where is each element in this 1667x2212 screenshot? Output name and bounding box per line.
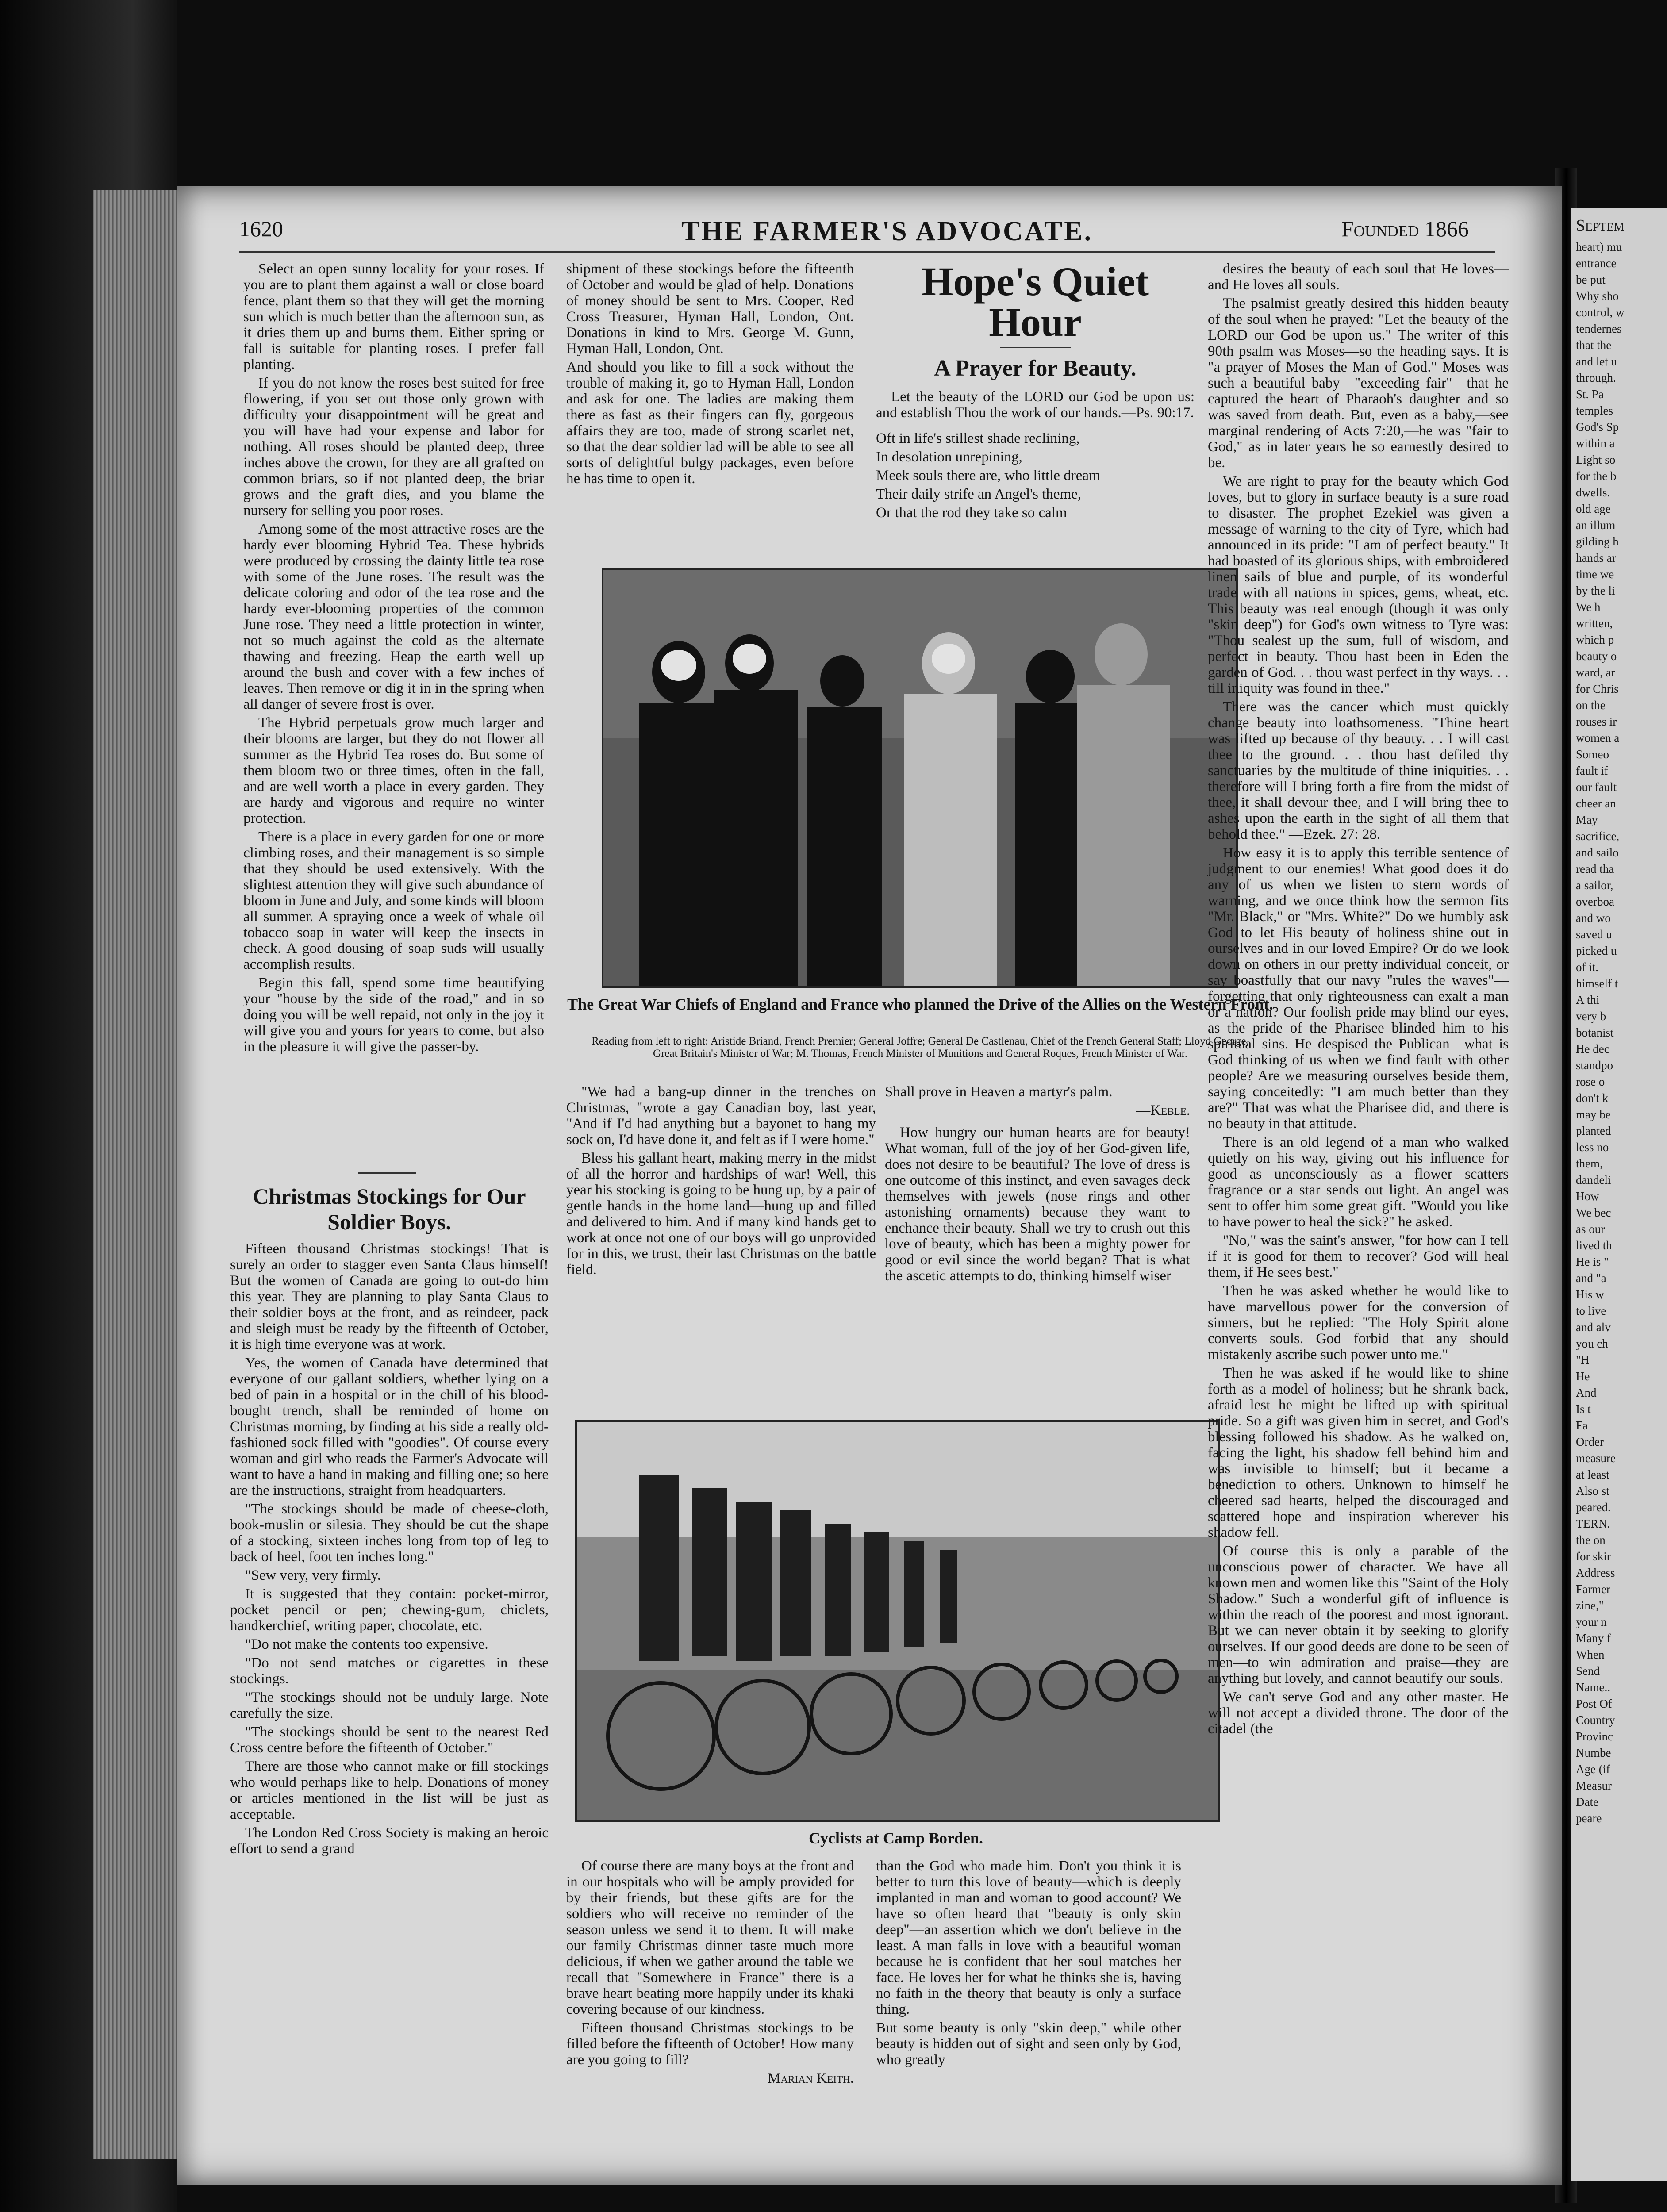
paragraph: The psalmist greatly desired this hidden beauty of the soul when he prayed: "Let the beauty of the LORD our God be upon us." The writer of this 90th psalm was Moses—so the heading says. It is "a prayer of Moses the Man of God." Moses was such a beautiful baby—"exceeding fair"—that he captured the heart of Pharaoh's daughter and so was saved from death. But, even as a baby,—see marginal rendering of Acts 7:20,—he was "fair to God," as in later years he so earnestly desired to be. [1208, 296, 1509, 471]
page-edges [93, 190, 181, 2159]
adjacent-running-head: Septem [1576, 216, 1625, 235]
fragment-line: on the [1576, 699, 1606, 712]
paragraph: Select an open sunny locality for your roses. If you are to plant them against a wall or close board fence, plant them so that they will get the morning sun which is much better than the afternoon sun, as it dries them up and burns them. Either spring or fall is suitable for planting roses. I prefer fall planting. [243, 261, 544, 373]
fragment-line: "H [1576, 1353, 1590, 1367]
fragment-line: A thi [1576, 993, 1600, 1006]
fragment-line: His w [1576, 1288, 1604, 1301]
paragraph: "The stockings should not be unduly large. Note carefully the size. [230, 1690, 549, 1721]
paragraph: And should you like to fill a sock without the trouble of making it, go to Hyman Hall, London and ask for one. The ladies are making them there as fast as their fingers can fly, gorgeous affairs they are too, made of strong scarlet net, so that the dear soldier lad will be able to see all sorts of delightful bulgy packages, even before he has time to open it. [566, 359, 854, 487]
fragment-line: Measur [1576, 1779, 1612, 1792]
fragment-line: control, w [1576, 306, 1625, 319]
fragment-line: cheer an [1576, 797, 1616, 810]
fragment-line: When [1576, 1648, 1605, 1661]
fragment-line: himself t [1576, 977, 1618, 990]
poem-line: In desolation unrepining, [876, 449, 1022, 465]
stockings-body [230, 1241, 549, 1857]
fragment-line: We h [1576, 600, 1601, 614]
paragraph: "Do not make the contents too expensive. [245, 1636, 488, 1652]
fragment-line: dwells. [1576, 486, 1610, 499]
fragment-line: He is " [1576, 1255, 1609, 1268]
fragment-line: zine," [1576, 1599, 1604, 1612]
fragment-line: Fa [1576, 1419, 1588, 1432]
fragment-line: How [1576, 1190, 1599, 1203]
war-chiefs-photo [602, 568, 1238, 988]
fragment-line: sacrifice, [1576, 830, 1620, 843]
fragment-line: peared. [1576, 1501, 1611, 1514]
fragment-line: standpo [1576, 1059, 1613, 1072]
cyclists-photo [575, 1420, 1220, 1822]
fragment-line: Light so [1576, 453, 1616, 466]
paragraph: Fifteen thousand Christmas stockings to be filled before the fifteenth of October! How many are you going to fill? [566, 2020, 854, 2068]
beauty-hunger-body [885, 1125, 1190, 1284]
fragment-line: by the li [1576, 584, 1615, 597]
paragraph: "Sew very, very firmly. [245, 1567, 381, 1583]
fragment-line: beauty o [1576, 649, 1617, 663]
fragment-line: be put [1576, 273, 1606, 286]
fragment-line: Country [1576, 1713, 1615, 1727]
fragment-line: planted [1576, 1124, 1611, 1137]
paragraph: "We had a bang-up dinner in the trenches on Christmas, "wrote a gay Canadian boy, last year, "And if I'd had anything but a bayonet to hang my sock on, I'd have done it, and felt as if I were home." [566, 1084, 876, 1148]
column-soldier-letter [566, 1084, 876, 1402]
paragraph: Then he was asked if he would like to shine forth as a model of holiness; but he shrank back, afraid lest he might be lifted up with spiritual pride. So a gift was given him in secret, and God's blessing followed his shadow. As he walked on, facing the light, his shadow fell behind him and was invisible to himself; but it became a benediction to others. Unknown to himself he cheered sad hearts, helped the discouraged and scattered hope and inspiration wherever his shadow fell. [1208, 1365, 1509, 1540]
fragment-line: Name.. [1576, 1681, 1610, 1694]
paragraph: shipment of these stockings before the fifteenth of October and would be glad of help. Donations of money should be sent to Mrs. Cooper, Red Cross Treasurer, Hyman Hall, London, Ont. Donations in kind to Mrs. George M. Gunn, Hyman Hall, London, Ont. [566, 261, 854, 357]
paragraph: There is an old legend of a man who walked quietly on his way, giving out his influence for good as unconsciously as a flower scatters fragrance or a star sends out light. An angel was sent to offer him some great gift. "Would you like to have power to heal the sick?" he asked. [1208, 1134, 1509, 1230]
section-divider [358, 1172, 416, 1174]
hope-quiet-hour-header [876, 261, 1195, 566]
fragment-line: May [1576, 813, 1598, 826]
fragment-line: He dec [1576, 1042, 1609, 1056]
fragment-line: lived th [1576, 1239, 1612, 1252]
paragraph: Begin this fall, spend some time beautifying your "house by the side of the road," and in so doing you will be well repaid, not only in the joy it will give you and yours for years to come, but also in the pleasure it will give the passer-by. [243, 975, 544, 1055]
fragment-line: picked u [1576, 944, 1617, 957]
fragment-line: them, [1576, 1157, 1603, 1170]
fragment-line: Also st [1576, 1484, 1609, 1498]
paragraph: Bless his gallant heart, making merry in the midst of all the horror and hardships of war! Well, this year his stocking is going to be hung up, by a pair of gentle hands in the home land—hung up and filled and delivered to him. And if many kind hands get to work at once not one of our boys will go unprovided for in this, we trust, their last Christmas on the battle field. [566, 1150, 876, 1278]
paragraph: There was the cancer which must quickly change beauty into loathsomeness. "Thine heart was lifted up because of thy beauty. . . I will cast thee to the ground. . . thou hast defiled thy sanctuaries by the multitude of thine iniquities. . . therefore will I bring forth a fire from the midst of thee, it shall devour thee, and I will bring thee to ashes upon the earth in the sight of all them that behold thee." —Ezek. 27: 28. [1208, 699, 1509, 842]
paragraph: "The stockings should be sent to the nearest Red Cross centre before the fifteenth of October." [230, 1724, 549, 1756]
fragment-line: at least [1576, 1468, 1609, 1481]
fragment-line: And [1576, 1386, 1597, 1399]
paragraph: We are right to pray for the beauty which God loves, but to glory in surface beauty is a sure road to disaster. The prophet Ezekiel was given a message of warning to the city of Tyre, which had announced in its pride: "I am of perfect beauty." It had boasted of its glorious ships, with embroidered linen sails of blue and purple, of its wonderful trade with all nations in spices, gems, wheat, etc. This beauty was real enough (though it was only "skin deep") for God's own witness to Tyre was: "Thou sealest up the sum, full of wisdom, and perfect in beauty. Thou hast been in Eden the garden of God. . . thou wast perfect in thy ways. . . till iniquity was found in thee." [1208, 473, 1509, 696]
stockings-title: Christmas Stockings for Our Soldier Boys. [253, 1184, 526, 1234]
poem-line: Meek souls there are, who little dream [876, 468, 1100, 484]
fragment-line: Send [1576, 1664, 1600, 1678]
stockings-article [230, 1183, 549, 2157]
fragment-line: We bec [1576, 1206, 1611, 1219]
fragment-line: through. [1576, 371, 1616, 384]
title-rule [1000, 347, 1071, 348]
fragment-line: for Chris [1576, 682, 1619, 695]
fragment-line: for skir [1576, 1550, 1611, 1563]
fragment-line: saved u [1576, 928, 1612, 941]
fragment-line: and alv [1576, 1321, 1611, 1334]
fragment-line: peare [1576, 1812, 1602, 1825]
fragment-line: measure [1576, 1452, 1616, 1465]
fragment-line: God's Sp [1576, 420, 1619, 434]
paragraph: The Hybrid perpetuals grow much larger and their blooms are larger, but they do not flower all summer as the Hybrid Tea roses do. But some of them bloom two or three times, often in the fall, and are well worth a place in every garden. They are hardy and vigorous and require no winter protection. [243, 715, 544, 826]
fragment-line: that the [1576, 338, 1612, 352]
masthead-founded: Founded 1866 [1341, 216, 1469, 241]
cyclists-illustration [577, 1422, 1218, 1820]
fragment-line: Numbe [1576, 1746, 1611, 1759]
war-chiefs-credit: Reading from left to right: Aristide Briand, French Premier; General Joffre; General De Castlenau, Chief of the French General Staff; Lloyd George, Great Britain's Minister of War; M. Thomas, French Minister of Munitions and General Roques, French Minister of War. [592, 1035, 1249, 1060]
fragment-line: gilding h [1576, 535, 1619, 548]
fragment-line: less no [1576, 1141, 1609, 1154]
paragraph: How easy it is to apply this terrible sentence of judgment to our enemies! What good does it do any of us when we listen to stern words of warning, and we once think how the sermon fits "Mr. Black," or "Mrs. White?" Do we humbly ask God to let His beauty of holiness shine out in ourselves and in our loved Empire? Or do we look down on others in our pretty individual conceit, or say boastfully that our navy "rules the waves"—forgetting that only righteousness can exalt a man or a nation? Our foolish pride may blind our eyes, as the pride of the Pharisee blinded him to his spiritual sins. He despised the Publican—what is God thinking of us when we find fault with other people? Are we measuring ourselves beside them, saying conceitedly: "I am much better than they are?" That was what the Pharisee did, and there is no beauty in that attitude. [1208, 845, 1509, 1132]
poem-author: —Keble. [1136, 1102, 1190, 1118]
paragraph: There are those who cannot make or fill stockings who would perhaps like to help. Donations of money or articles mentioned in the list will be just as acceptable. [230, 1759, 549, 1822]
fragment-line: old age [1576, 502, 1611, 515]
fragment-line: your n [1576, 1615, 1607, 1628]
paragraph: than the God who made him. Don't you think it is better to turn this love of beauty—which is deeply implanted in man and woman to good account? We have so often heard that "beauty is only skin deep"—an assertion which we don't believe in the least. A man falls in love with a beautiful woman because he is confident that her soul matches her face. He loves her for what he thinks she is, having no faith in the theory that beauty is only a surface thing. [876, 1858, 1181, 2017]
masthead-title: THE FARMER'S ADVOCATE. [681, 216, 1093, 246]
fragment-line: within a [1576, 437, 1615, 450]
fragment-line: Date [1576, 1795, 1598, 1809]
fragment-line: Address [1576, 1566, 1615, 1579]
poem-last-line: Shall prove in Heaven a martyr's palm. [885, 1084, 1113, 1100]
fragment-line: time we [1576, 568, 1614, 581]
fragment-line: dandeli [1576, 1173, 1611, 1187]
fragment-line: an illum [1576, 518, 1616, 532]
fragment-line: you ch [1576, 1337, 1608, 1350]
fragment-line: read tha [1576, 862, 1614, 876]
fragment-line: may be [1576, 1108, 1611, 1121]
paragraph: But some beauty is only "skin deep," while other beauty is hidden out of sight and seen only by God, who greatly [876, 2020, 1181, 2068]
fragment-line: rouses ir [1576, 715, 1617, 728]
paragraph: "No," was the saint's answer, "for how can I tell if it is good for them to recover? God will heal them, if He sees best." [1208, 1233, 1509, 1280]
paragraph: How hungry our human hearts are for beauty! What woman, full of the joy of her God-given life, does not desire to be beautiful? The love of dress is one outcome of this instinct, and even savages deck themselves with jewels (nose rings and other astonishing ornaments) because they want to enchance their beauty. Shall we try to crush out this love of beauty, which has been a mighty power for good or evil since the world began? That is what the ascetic attempts to do, thinking himself wiser [885, 1125, 1190, 1284]
fragment-line: and let u [1576, 355, 1617, 368]
poem-line: Oft in life's stillest shade reclining, [876, 430, 1080, 446]
fragment-line: Someo [1576, 748, 1609, 761]
adjacent-page-fragment [1571, 208, 1667, 2181]
fragment-line: for the b [1576, 469, 1617, 483]
stockings-end-body [566, 1858, 854, 2068]
fragment-line: St. Pa [1576, 388, 1604, 401]
scripture-text: Let the beauty of the LORD our God be upon us: and establish Thou the work of our hands.—Ps. 90:17. [876, 389, 1195, 421]
paragraph: Yes, the women of Canada have determined that everyone of our gallant soldiers, whether lying on a bed of pain in a hospital or in the chill of his blood-bought trench, shall be reminded of home on Christmas morning, by finding at his side a really old-fashioned sock filled with "goodies". Of course every woman and girl who reads the Farmer's Advocate will want to have a hand in making and filling one; so here are the instructions, straight from headquarters. [230, 1355, 549, 1498]
poem-line: Or that the rod they take so calm [876, 505, 1067, 521]
fragment-line: Order [1576, 1435, 1604, 1448]
fragment-line: heart) mu [1576, 240, 1622, 253]
adjacent-text-fragments [1576, 239, 1664, 1827]
fragment-line: Provinc [1576, 1730, 1613, 1743]
author-signature: Marian Keith. [768, 2070, 854, 2086]
fragment-line: and wo [1576, 911, 1611, 925]
paragraph: "The stockings should be made of cheese-cloth, book-muslin or silesia. They should be cut the shape of a stocking, sixteen inches long from top of leg to back of heel, foot ten inches long." [230, 1501, 549, 1565]
paragraph: It is suggested that they contain: pocket-mirror, pocket pencil or pen; chewing-gum, chiclets, handkerchief, writing paper, chocolate, etc. [230, 1586, 549, 1634]
fragment-line: the on [1576, 1533, 1606, 1547]
paragraph: Fifteen thousand Christmas stockings! That is surely an order to stagger even Santa Claus himself! But the women of Canada are going to out-do him this year. They are planning to play Santa Claus to their soldier boys at the front, and as reindeer, pack and sleigh must be ready by the fifteenth of October, it is high time everyone was at work. [230, 1241, 549, 1352]
fragment-line: written, [1576, 617, 1613, 630]
fragment-line: and "a [1576, 1271, 1606, 1285]
paragraph: Among some of the most attractive roses are the hardy ever blooming Hybrid Tea. These hybrids were produced by crossing the dainty little tea rose with some of the June roses. The result was the delicate coloring and odor of the tea rose and the hardy ever-blooming properties of the common June rose. They need a little protection in winter, not so much against the cold as the alternate thawing and freezing. Heap the earth well up around the bush and cover with a few inches of leaves. Then remove or dig it in in the spring when all danger of severe frost is over. [243, 521, 544, 712]
poem [876, 430, 1195, 521]
paragraph: Of course this is only a parable of the unconscious power of character. We have all known men and women like this "Saint of the Holy Shadow." Such a wonderful gift of influence is within the reach of the poorest and most ignorant. But we can never obtain it by seeking to glorify ourselves. If our good deeds are done to be seen of men—to win admiration and praise—they are anything but lovely, and cannot beautify our souls. [1208, 1543, 1509, 1686]
fragment-line: overboa [1576, 895, 1614, 908]
paragraph: Then he was asked whether he would like to have marvellous power for the conversion of sinners, but he replied: "The Holy Spirit alone converts souls. God forbid that any should mistakenly ascribe such power unto me." [1208, 1283, 1509, 1363]
paragraph: The London Red Cross Society is making an heroic effort to send a grand [230, 1825, 549, 1857]
column-stockings-continued [566, 261, 854, 544]
fragment-line: botanist [1576, 1026, 1614, 1039]
paragraph: Of course there are many boys at the front and in our hospitals who will be amply provided for by their friends, but these gifts are for the soldiers who will receive no reminder of the season unless we send it to them. It will make our family Christmas dinner taste much more delicious, if when we gather around the table we recall that "Somewhere in France" there is a brave heart beating more happily under its khaki covering because of our kindness. [566, 1858, 854, 2017]
cyclists-caption: Cyclists at Camp Borden. [809, 1829, 983, 1847]
war-chiefs-illustration [603, 570, 1236, 986]
fragment-line: ward, ar [1576, 666, 1615, 679]
fragment-line: of it. [1576, 960, 1598, 974]
fragment-line: Farmer [1576, 1582, 1610, 1596]
fragment-line: tendernes [1576, 322, 1622, 335]
column-skin-deep [876, 1858, 1181, 2168]
fragment-line: Post Of [1576, 1697, 1612, 1710]
fragment-line: our fault [1576, 780, 1617, 794]
fragment-line: to live [1576, 1304, 1606, 1317]
fragment-line: Many f [1576, 1632, 1611, 1645]
fragment-line: as our [1576, 1222, 1605, 1236]
fragment-line: temples [1576, 404, 1613, 417]
fragment-line: hands ar [1576, 551, 1616, 565]
fragment-line: Age (if [1576, 1763, 1610, 1776]
fragment-line: He [1576, 1370, 1590, 1383]
fragment-line: very b [1576, 1010, 1606, 1023]
fragment-line: and sailo [1576, 846, 1619, 859]
paragraph: desires the beauty of each soul that He loves—and He loves all souls. [1208, 261, 1509, 293]
fragment-line: fault if [1576, 764, 1608, 777]
fragment-line: Is t [1576, 1402, 1591, 1416]
fragment-line: which p [1576, 633, 1614, 646]
fragment-line: Why sho [1576, 289, 1619, 303]
fragment-line: entrance [1576, 257, 1617, 270]
column-roses [243, 261, 544, 1146]
column-beauty-hunger [885, 1084, 1190, 1402]
fragment-line: women a [1576, 731, 1620, 745]
header-rule [239, 251, 1495, 253]
column-beauty-of-soul [1208, 261, 1509, 2177]
fragment-line: rose o [1576, 1075, 1605, 1088]
poem-line: Their daily strife an Angel's theme, [876, 486, 1082, 502]
hope-quiet-hour-title: Hope's Quiet Hour [922, 259, 1149, 345]
column-stockings-end [566, 1858, 854, 2168]
fragment-line: TERN. [1576, 1517, 1610, 1530]
paragraph: There is a place in every garden for one or more climbing roses, and their management is so simple that they should be used extensively. With the slightest attention they will give such abundance of bloom in June and July, and some kinds will bloom all summer. A spraying once a week of whale oil tobacco soap in water will keep the insects in check. A good dousing of soap suds will usually accomplish results. [243, 829, 544, 972]
page-number: 1620 [239, 216, 283, 241]
fragment-line: don't k [1576, 1091, 1609, 1105]
war-chiefs-caption: The Great War Chiefs of England and France who planned the Drive of the Allies on the Western Front. [567, 995, 1273, 1013]
paragraph: If you do not know the roses best suited for free flowering, if you set out those only grown with difficulty your disappointment will be great and you will have had your expense and labor for nothing. All roses should be planted deep, three inches above the crown, for they are all grafted on common briars, so if not planted deep, the briar grows and the graft dies, and you blame the nursery for selling you poor roses. [243, 375, 544, 518]
newspaper-page [177, 186, 1562, 2185]
fragment-line: a sailor, [1576, 879, 1613, 892]
paragraph: We can't serve God and any other master. He will not accept a divided throne. The door of the citadel (the [1208, 1689, 1509, 1737]
paragraph: "Do not send matches or cigarettes in these stockings. [230, 1655, 549, 1687]
prayer-subtitle: A Prayer for Beauty. [934, 356, 1137, 381]
